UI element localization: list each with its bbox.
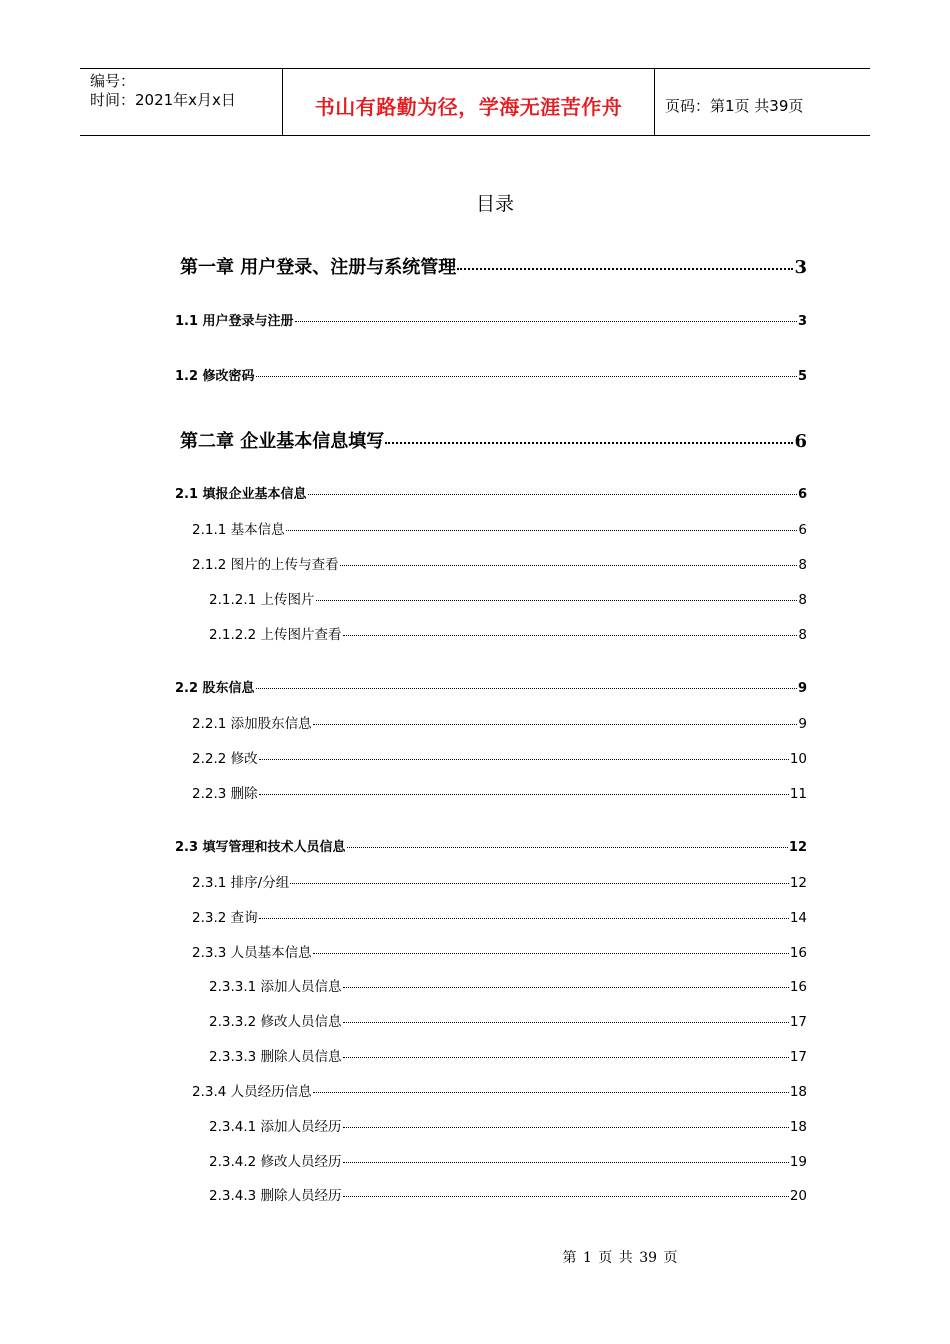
- toc-entry-page: 9: [798, 716, 807, 732]
- toc-entry-page: 14: [789, 910, 807, 926]
- header-meta-cell: [80, 69, 282, 135]
- toc-entry-page: 18: [789, 1119, 807, 1135]
- toc-entry-label: 2.3.4.2 修改人员经历: [209, 1154, 342, 1170]
- toc-dot-leader: [295, 321, 797, 322]
- toc-entry-label: 2.3 填写管理和技术人员信息: [175, 840, 346, 855]
- toc-dot-leader: [316, 600, 798, 601]
- page-footer: 第 1 页 共 39 页: [562, 1250, 678, 1266]
- toc-entry-label: 2.3.1 排序/分组: [192, 875, 290, 891]
- toc-entry[interactable]: [209, 623, 807, 643]
- toc-entry-label: 2.2.1 添加股东信息: [192, 716, 312, 732]
- toc-entry[interactable]: [180, 427, 807, 453]
- toc-dot-leader: [259, 759, 789, 760]
- toc-entry-page: 5: [797, 369, 807, 384]
- page-header: [80, 68, 870, 136]
- toc-entry-page: 19: [789, 1154, 807, 1170]
- header-page-info: 页码：第1页 共39页: [665, 97, 804, 115]
- toc-dot-leader: [308, 494, 797, 495]
- toc-entry-label: 2.1.2.1 上传图片: [209, 592, 315, 608]
- toc-dot-leader: [313, 953, 789, 954]
- document-number-label: 编号：: [90, 72, 136, 90]
- header-page-cell: [655, 69, 870, 135]
- toc-entry-page: 16: [789, 979, 807, 995]
- toc-entry-page: 12: [788, 840, 807, 855]
- toc-entry[interactable]: [192, 906, 807, 926]
- toc-entry[interactable]: [209, 1115, 807, 1135]
- toc-dot-leader: [343, 635, 798, 636]
- toc-entry-label: 2.3.2 查询: [192, 910, 258, 926]
- toc-entry-page: 17: [789, 1014, 807, 1030]
- toc-entry-label: 2.2.2 修改: [192, 751, 258, 767]
- toc-entry-label: 2.3.3.3 删除人员信息: [209, 1049, 342, 1065]
- toc-entry[interactable]: [209, 1150, 807, 1170]
- header-motto-cell: [282, 69, 655, 135]
- toc-entry[interactable]: [175, 483, 807, 502]
- toc-entry-label: 2.1.2.2 上传图片查看: [209, 627, 342, 643]
- toc-dot-leader: [343, 1127, 789, 1128]
- toc-dot-leader: [259, 794, 789, 795]
- toc-entry-label: 1.2 修改密码: [175, 369, 255, 384]
- toc-dot-leader: [340, 565, 798, 566]
- toc-dot-leader: [343, 1162, 789, 1163]
- toc-entry-label: 2.3.4.1 添加人员经历: [209, 1119, 342, 1135]
- toc-dot-leader: [343, 1057, 789, 1058]
- toc-dot-leader: [343, 1196, 789, 1197]
- toc-entry-page: 18: [789, 1084, 807, 1100]
- toc-title: 目录: [475, 193, 514, 215]
- toc-entry-label: 2.3.4.3 删除人员经历: [209, 1188, 342, 1204]
- toc-entry-label: 第二章 企业基本信息填写: [180, 431, 385, 452]
- toc-entry-page: 6: [794, 431, 807, 452]
- toc-entry-label: 2.1 填报企业基本信息: [175, 487, 307, 502]
- toc-entry-page: 3: [797, 314, 807, 329]
- toc-entry-page: 6: [797, 487, 807, 502]
- toc-entry-page: 8: [798, 627, 807, 643]
- toc-entry[interactable]: [209, 1184, 807, 1204]
- toc-entry[interactable]: [192, 518, 807, 538]
- header-motto: 书山有路勤为径，学海无涯苦作舟: [314, 95, 623, 119]
- toc-entry-page: 3: [794, 257, 807, 278]
- toc-dot-leader: [313, 724, 798, 725]
- toc-dot-leader: [256, 376, 797, 377]
- toc-entry[interactable]: [192, 747, 807, 767]
- toc-dot-leader: [385, 442, 793, 444]
- toc-entry[interactable]: [175, 310, 807, 329]
- toc-entry-label: 第一章 用户登录、注册与系统管理: [180, 257, 457, 278]
- toc-dot-leader: [343, 987, 789, 988]
- toc-dot-leader: [347, 847, 788, 848]
- toc-entry[interactable]: [192, 712, 807, 732]
- toc-entry-label: 2.1.1 基本信息: [192, 522, 285, 538]
- toc-entry-label: 2.3.3.2 修改人员信息: [209, 1014, 342, 1030]
- toc-entry-label: 2.3.4 人员经历信息: [192, 1084, 312, 1100]
- toc-entry[interactable]: [192, 1080, 807, 1100]
- toc-entry-page: 12: [789, 875, 807, 891]
- toc-dot-leader: [343, 1022, 789, 1023]
- toc-entry-label: 2.2 股东信息: [175, 681, 255, 696]
- toc-entry[interactable]: [209, 975, 807, 995]
- toc-entry-label: 1.1 用户登录与注册: [175, 314, 294, 329]
- toc-entry-page: 17: [789, 1049, 807, 1065]
- toc-entry-page: 11: [789, 786, 807, 802]
- toc-entry-page: 16: [789, 945, 807, 961]
- toc-entry[interactable]: [192, 782, 807, 802]
- toc-entry-page: 8: [798, 592, 807, 608]
- toc-entry[interactable]: [180, 253, 807, 279]
- toc-entry-page: 20: [789, 1188, 807, 1204]
- toc-dot-leader: [313, 1092, 789, 1093]
- toc-entry-label: 2.3.3 人员基本信息: [192, 945, 312, 961]
- toc-entry[interactable]: [192, 553, 807, 573]
- toc-dot-leader: [259, 918, 789, 919]
- toc-dot-leader: [256, 688, 797, 689]
- toc-dot-leader: [286, 530, 798, 531]
- toc-entry-page: 10: [789, 751, 807, 767]
- toc-entry[interactable]: [209, 1045, 807, 1065]
- toc-entry[interactable]: [209, 588, 807, 608]
- toc-entry-label: 2.3.3.1 添加人员信息: [209, 979, 342, 995]
- toc-entry[interactable]: [192, 871, 807, 891]
- toc-entry[interactable]: [192, 941, 807, 961]
- toc-entry[interactable]: [209, 1010, 807, 1030]
- toc-entry[interactable]: [175, 677, 807, 696]
- toc-entry-page: 8: [798, 557, 807, 573]
- toc-dot-leader: [457, 268, 793, 270]
- toc-entry[interactable]: [175, 836, 807, 855]
- toc-dot-leader: [290, 883, 789, 884]
- toc-entry-page: 6: [798, 522, 807, 538]
- toc-entry[interactable]: [175, 365, 807, 384]
- toc-entry-label: 2.2.3 删除: [192, 786, 258, 802]
- toc-entry-page: 9: [797, 681, 807, 696]
- toc-entry-label: 2.1.2 图片的上传与查看: [192, 557, 339, 573]
- document-time-label: 时间：2021年x月x日: [90, 91, 236, 109]
